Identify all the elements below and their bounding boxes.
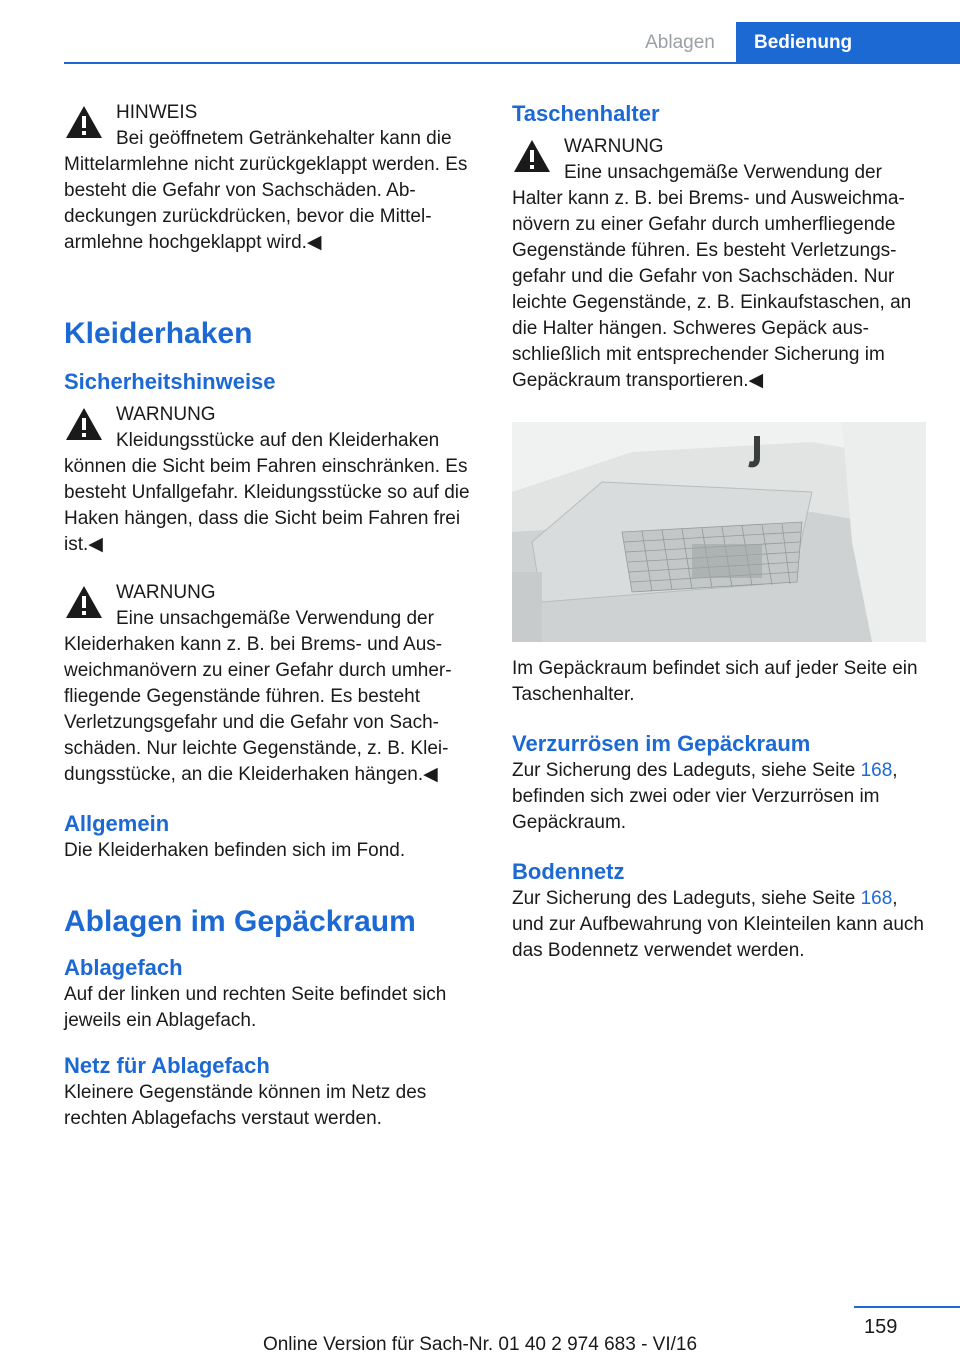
warning-icon <box>64 104 104 140</box>
section-title-ablagen: Ablagen im Gepäckraum <box>64 905 416 938</box>
warning-type: WARNUNG <box>116 404 216 425</box>
allgemein-text: Die Kleiderhaken befinden sich im Fond. <box>64 840 406 861</box>
right-column <box>512 100 926 964</box>
subtitle-ablagefach: Ablagefach <box>64 955 183 980</box>
left-column <box>64 100 478 1132</box>
header-rule <box>64 62 960 64</box>
header-tab-ablagen[interactable]: Ablagen <box>645 32 715 53</box>
verzurr-text-b: , befinden sich zwei oder vier Verzurrösen im Gepäckraum. <box>512 760 898 833</box>
subtitle-sicherheitshinweise: Sicherheitshinweise <box>64 369 276 394</box>
page-number-rule <box>854 1306 960 1308</box>
verzurr-text-a: Zur Sicherung des Ladeguts, siehe Seite <box>512 760 861 781</box>
page-link-168[interactable]: 168 <box>860 888 893 909</box>
warning-type: WARNUNG <box>564 136 664 157</box>
subtitle-allgemein: Allgemein <box>64 811 170 836</box>
warning-icon <box>512 138 552 174</box>
boden-text <box>512 886 926 964</box>
subtitle-bodennetz: Bodennetz <box>512 859 625 884</box>
header-tab-bedienung[interactable]: Bedienung <box>736 22 960 64</box>
hint-box <box>64 100 478 256</box>
warning-text: Eine unsachgemäße Verwendung der Kleiderhaken kann z. B. bei Brems- und Aus‐weichmanövern zu einer Gefahr durch umher‐fliegende Gegenstände führen. Es besteht Verletzungsgefahr und die Gefahr von Sach‐schäden. Nur leichte Gegenstände, z. B. Klei‐dungsstücke, an die Kleiderhaken hängen.◀ <box>64 608 452 785</box>
page-link-168[interactable]: 168 <box>860 760 893 781</box>
subtitle-taschenhalter: Taschenhalter <box>512 101 660 126</box>
warning-text: Kleidungsstücke auf den Kleiderhaken können die Sicht beim Fahren einschränken. Es besteht Unfallgefahr. Kleidungsstücke so auf die Haken hängen, dass die Sicht beim Fahren frei ist.◀ <box>64 430 470 555</box>
photo-caption: Im Gepäckraum befindet sich auf jeder Seite ein Taschenhalter. <box>512 658 918 705</box>
warning-icon <box>64 406 104 442</box>
warning-type: WARNUNG <box>116 582 216 603</box>
page-number: 159 <box>864 1316 898 1338</box>
warning-box-1 <box>64 402 478 558</box>
warning-box-2 <box>64 580 478 788</box>
warning-box-3 <box>512 134 926 394</box>
verzurr-text <box>512 758 926 836</box>
footer-version: Online Version für Sach-Nr. 01 40 2 974 683 - VI/16 <box>262 1334 698 1355</box>
hint-type: HINWEIS <box>116 102 198 123</box>
warning-text: Eine unsachgemäße Verwendung der Halter kann z. B. bei Brems- und Ausweichma‐növern zu einer Gefahr durch umherfliegende Gegenstände führen. Es besteht Verletzungs‐gefahr und die Gefahr von Sachschäden. Nur leichte Gegenstände, z. B. Einkaufstaschen, an die Halter hängen. Schweres Gepäck aus‐schließlich mit entsprechender Sicherung im Gepäckraum transportieren.◀ <box>512 162 912 391</box>
ablagefach-text: Auf der linken und rechten Seite befindet sich jeweils ein Ablagefach. <box>64 984 447 1031</box>
boden-text-a: Zur Sicherung des Ladeguts, siehe Seite <box>512 888 861 909</box>
trunk-bag-hook-photo <box>512 422 926 642</box>
subtitle-netz: Netz für Ablagefach <box>64 1053 270 1078</box>
netz-text: Kleinere Gegenstände können im Netz des rechten Ablagefachs verstaut werden. <box>64 1082 427 1129</box>
hint-text: Bei geöffnetem Getränkehalter kann die Mittelarmlehne nicht zurückgeklappt werden. Es besteht die Gefahr von Sachschäden. Ab‐deckungen zurückdrücken, bevor die Mittel‐armlehne hochgeklappt wird.◀ <box>64 128 468 253</box>
subtitle-verzurroesen: Verzurrösen im Gepäckraum <box>512 731 811 756</box>
warning-icon <box>64 584 104 620</box>
section-title-kleiderhaken: Kleiderhaken <box>64 317 253 350</box>
boden-text-b: , und zur Aufbewahrung von Kleinteilen kann auch das Bodennetz verwendet werden. <box>512 888 924 961</box>
